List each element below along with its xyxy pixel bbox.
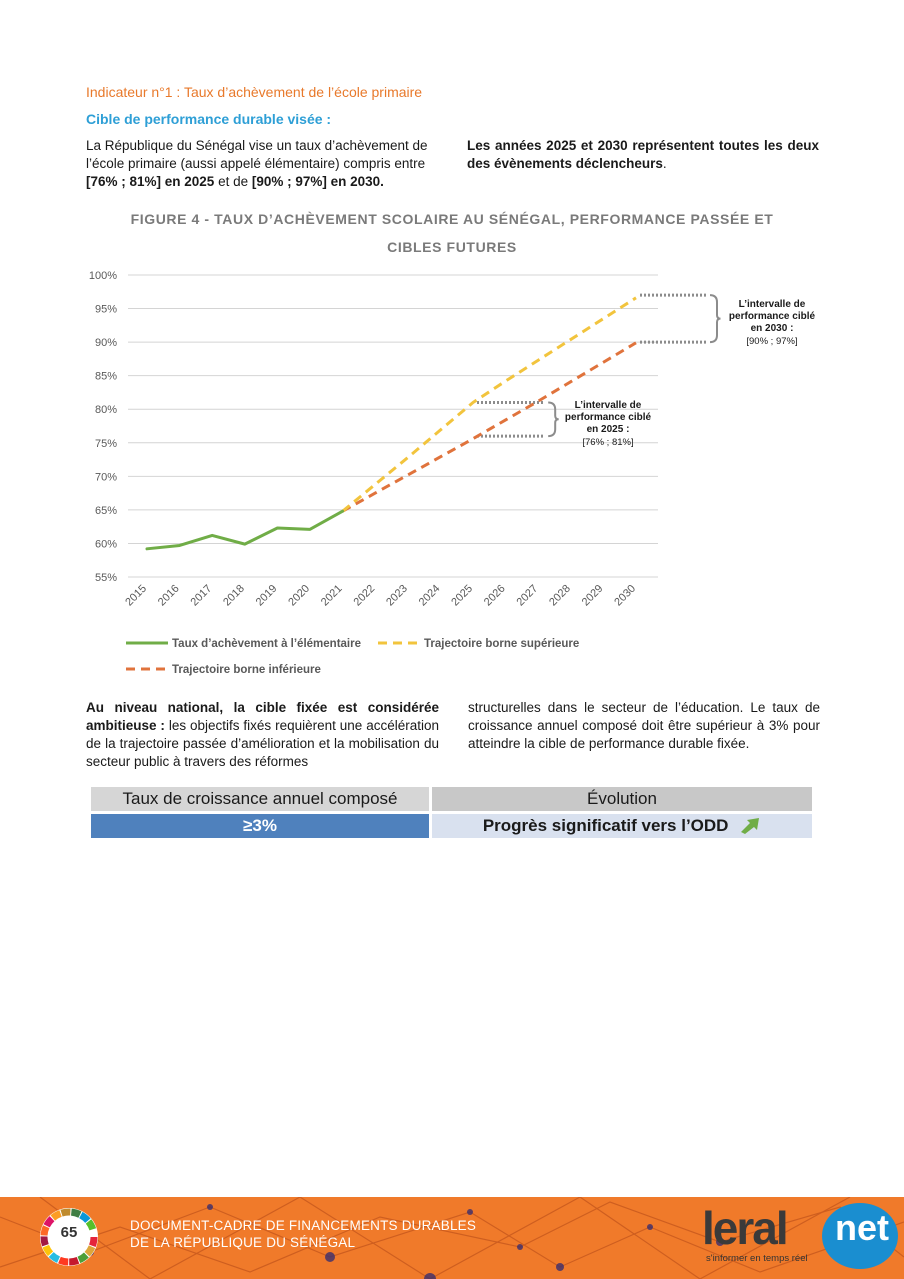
intro-left-text-1: La République du Sénégal vise un taux d’achèvement de l’école primaire (aussi appelé élémentaire) compris entre — [86, 138, 428, 171]
figure-title-line-2: CIBLES FUTURES — [387, 239, 517, 255]
annotation-text: en 2030 : — [750, 323, 794, 334]
x-tick-label: 2028 — [547, 582, 573, 609]
target-heading: Cible de performance durable visée : — [86, 111, 332, 127]
x-tick-label: 2016 — [155, 582, 182, 609]
intro-left-text-2: et de — [214, 174, 252, 189]
table-cell-evolution-value — [432, 814, 812, 838]
annotation-range: [90% ; 97%] — [746, 336, 798, 347]
annotation-text: L’intervalle de — [574, 400, 642, 411]
chart-x-ticks — [123, 583, 638, 609]
page-number-badge — [40, 1208, 98, 1266]
table-cell-cagr-value: ≥3% — [91, 814, 429, 838]
x-tick-label: 2023 — [384, 582, 410, 609]
curly-brace — [548, 403, 559, 437]
x-tick-label: 2019 — [253, 582, 280, 609]
x-tick-label: 2029 — [579, 582, 606, 609]
completion-rate-chart — [0, 260, 904, 690]
evolution-table — [88, 784, 815, 841]
annotation-range: [76% ; 81%] — [582, 437, 634, 448]
footer-line-2: DE LA RÉPUBLIQUE DU SÉNÉGAL — [130, 1235, 356, 1250]
y-tick-label: 90% — [94, 337, 117, 350]
chart-grid — [128, 275, 658, 577]
up-arrow-icon — [739, 816, 761, 834]
x-tick-label: 2021 — [318, 582, 345, 609]
annotation-text: performance ciblé — [564, 412, 652, 423]
y-tick-label: 70% — [94, 471, 117, 484]
annotation-text: performance ciblé — [728, 311, 816, 322]
logo-text-leral: leral — [702, 1202, 787, 1254]
y-tick-label: 95% — [94, 303, 117, 316]
legend-label: Trajectoire borne inférieure — [172, 664, 321, 676]
y-tick-label: 75% — [94, 437, 117, 450]
x-tick-label: 2030 — [612, 582, 639, 609]
logo-tagline: s'informer en temps réel — [706, 1253, 808, 1264]
intro-left-bold-1: [76% ; 81%] en 2025 — [86, 174, 215, 189]
body-left-paragraph — [86, 699, 439, 771]
indicator-title: Indicateur n°1 : Taux d’achèvement de l’école primaire — [86, 84, 423, 100]
y-tick-label: 100% — [88, 270, 117, 282]
curly-brace — [710, 295, 721, 342]
y-tick-label: 60% — [94, 538, 117, 551]
body-left-bold: Au niveau national, la cible fixée est considérée ambitieuse : — [86, 700, 439, 733]
x-tick-label: 2022 — [351, 582, 378, 609]
intro-right-text: . — [662, 156, 667, 171]
footer-line-1: DOCUMENT-CADRE DE FINANCEMENTS DURABLES — [130, 1218, 477, 1233]
legend-label: Taux d’achèvement à l’élémentaire — [172, 638, 361, 650]
y-tick-label: 80% — [94, 404, 117, 417]
x-tick-label: 2026 — [481, 582, 508, 609]
table-row — [91, 814, 812, 838]
logo-text-net: net — [835, 1207, 889, 1248]
page-number: 65 — [60, 1224, 78, 1241]
chart-legend — [126, 638, 579, 676]
table-header-evolution: Évolution — [432, 787, 812, 811]
y-tick-label: 85% — [94, 370, 117, 383]
intro-right-bold: Les années 2025 et 2030 représentent toutes les deux des évènements déclencheurs — [467, 138, 819, 171]
legend-label: Trajectoire borne supérieure — [424, 638, 580, 650]
x-tick-label: 2018 — [221, 582, 247, 609]
evolution-text: Progrès significatif vers l’ODD — [482, 816, 729, 835]
y-tick-label: 55% — [94, 572, 117, 584]
x-tick-label: 2025 — [449, 582, 476, 609]
annotation-text: en 2025 : — [586, 424, 630, 435]
intro-left-paragraph — [86, 137, 438, 191]
chart-series-lines — [147, 298, 636, 549]
annotation-text: L’intervalle de — [738, 299, 806, 310]
body-right-paragraph: structurelles dans le secteur de l’éducation. Le taux de croissance annuel composé doit être supérieur à 3% pour atteindre la cible de performance durable fixée. — [468, 700, 820, 751]
x-tick-label: 2027 — [514, 582, 541, 609]
table-header-cagr: Taux de croissance annuel composé — [91, 787, 429, 811]
figure-title-line-1: FIGURE 4 - TAUX D’ACHÈVEMENT SCOLAIRE AU SÉNÉGAL, PERFORMANCE PASSÉE ET — [130, 211, 774, 227]
footer-document-title — [130, 1217, 476, 1251]
y-tick-label: 65% — [94, 504, 117, 517]
leral-net-logo — [702, 1203, 902, 1279]
chart-annotations — [565, 299, 816, 448]
x-tick-label: 2020 — [286, 582, 313, 609]
table-header-row — [91, 787, 812, 811]
intro-left-bold-2: [90% ; 97%] en 2030. — [251, 174, 384, 189]
x-tick-label: 2024 — [416, 582, 443, 609]
x-tick-label: 2015 — [123, 582, 150, 609]
x-tick-label: 2017 — [188, 582, 215, 609]
chart-y-ticks — [89, 270, 117, 584]
body-left-text: les objectifs fixés requièrent une accélération de la trajectoire passée d’amélioration et la mobilisation du secteur public à travers des réformes — [86, 718, 439, 769]
intro-right-paragraph — [467, 137, 819, 173]
